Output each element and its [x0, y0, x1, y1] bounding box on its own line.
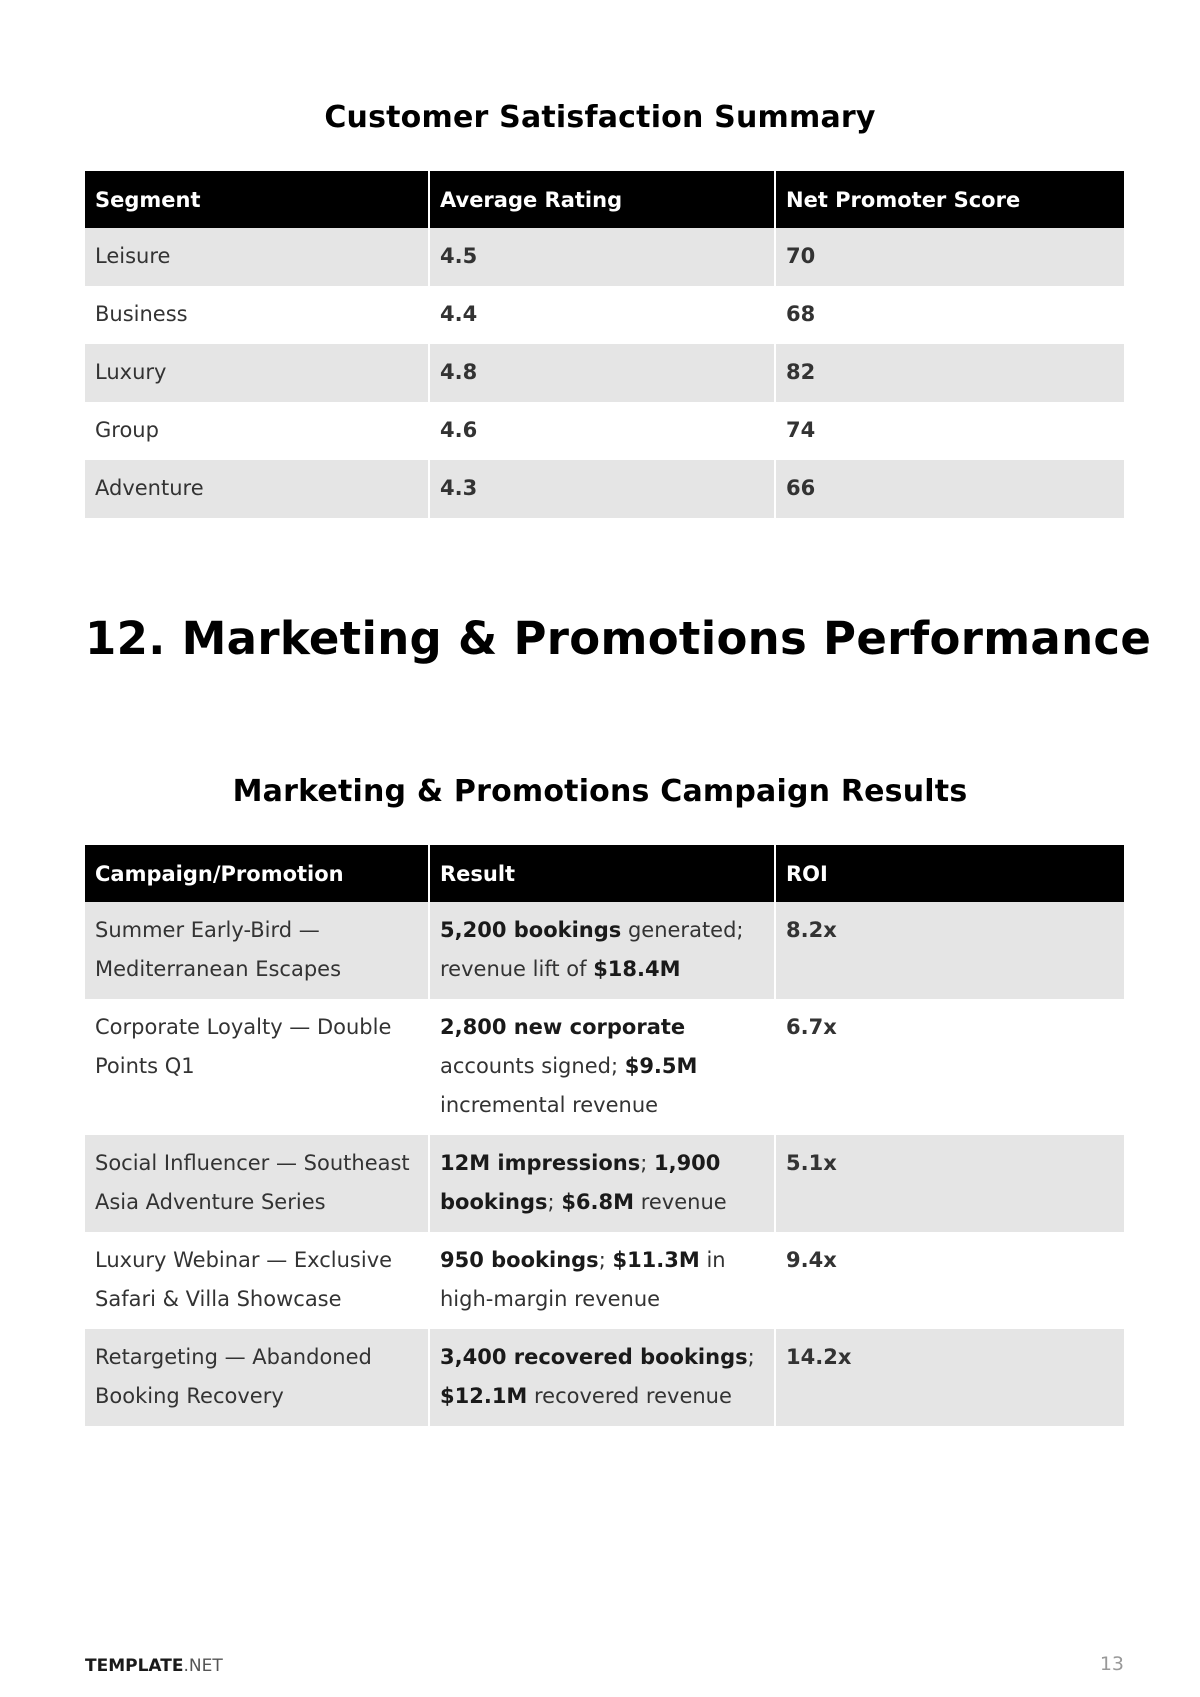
result-highlight: $9.5M [624, 1054, 698, 1078]
satisfaction-table-title: Customer Satisfaction Summary [324, 100, 876, 135]
result-text: generated; revenue lift of [440, 918, 744, 981]
table-row [85, 902, 1124, 999]
column-header-average-rating: Average Rating [430, 171, 776, 228]
table-row [85, 1329, 1124, 1426]
table-row [85, 999, 1124, 1135]
result-highlight: 950 bookings [440, 1248, 599, 1272]
brand-name: TEMPLATE [85, 1656, 184, 1676]
roi-cell: 6.7x [776, 999, 1124, 1135]
segment-cell: Luxury [85, 344, 430, 402]
nps-cell: 74 [776, 402, 1124, 460]
rating-cell: 4.4 [430, 286, 776, 344]
rating-cell: 4.8 [430, 344, 776, 402]
section-heading: 12. Marketing & Promotions Performance [85, 612, 1152, 665]
result-text: incremental revenue [440, 1093, 659, 1117]
campaigns-table [85, 845, 1124, 1426]
table-header-row [85, 171, 1124, 228]
rating-cell: 4.3 [430, 460, 776, 518]
table-row [85, 402, 1124, 460]
table-header-row [85, 845, 1124, 902]
result-highlight: 1,900 bookings [440, 1151, 721, 1214]
campaign-cell: Corporate Loyalty — Double Points Q1 [85, 999, 430, 1135]
segment-cell: Leisure [85, 228, 430, 286]
result-highlight: $6.8M [561, 1190, 635, 1214]
result-text: revenue [634, 1190, 727, 1214]
campaign-cell: Social Influencer — Southeast Asia Adventure Series [85, 1135, 430, 1232]
nps-cell: 66 [776, 460, 1124, 518]
column-header-net-promoter-score: Net Promoter Score [776, 171, 1124, 228]
segment-cell: Adventure [85, 460, 430, 518]
rating-cell: 4.5 [430, 228, 776, 286]
campaign-cell: Luxury Webinar — Exclusive Safari & Villa Showcase [85, 1232, 430, 1329]
result-highlight: 2,800 new corporate [440, 1015, 686, 1039]
table-row [85, 344, 1124, 402]
result-cell [430, 1329, 776, 1426]
roi-cell: 5.1x [776, 1135, 1124, 1232]
roi-cell: 14.2x [776, 1329, 1124, 1426]
result-cell [430, 1232, 776, 1329]
segment-cell: Group [85, 402, 430, 460]
nps-cell: 82 [776, 344, 1124, 402]
table-row [85, 286, 1124, 344]
result-text: ; [547, 1190, 562, 1214]
nps-cell: 70 [776, 228, 1124, 286]
table-row [85, 1232, 1124, 1329]
campaign-cell: Summer Early-Bird — Mediterranean Escapes [85, 902, 430, 999]
result-cell [430, 1135, 776, 1232]
result-highlight: $11.3M [612, 1248, 700, 1272]
satisfaction-table [85, 171, 1124, 518]
segment-cell: Business [85, 286, 430, 344]
page-number: 13 [1099, 1653, 1124, 1675]
roi-cell: 9.4x [776, 1232, 1124, 1329]
table-row [85, 460, 1124, 518]
brand-suffix: .NET [183, 1656, 223, 1676]
result-text: in high-margin revenue [440, 1248, 726, 1311]
roi-cell: 8.2x [776, 902, 1124, 999]
result-text: ; [640, 1151, 654, 1175]
column-header-campaign: Campaign/Promotion [85, 845, 430, 902]
result-highlight: $12.1M [440, 1384, 528, 1408]
column-header-roi: ROI [776, 845, 1124, 902]
rating-cell: 4.6 [430, 402, 776, 460]
table-row [85, 228, 1124, 286]
column-header-segment: Segment [85, 171, 430, 228]
table-row [85, 1135, 1124, 1232]
result-cell [430, 902, 776, 999]
result-highlight: 12M impressions [440, 1151, 641, 1175]
nps-cell: 68 [776, 286, 1124, 344]
result-highlight: 3,400 recovered bookings [440, 1345, 748, 1369]
campaigns-table-title: Marketing & Promotions Campaign Results [232, 774, 968, 809]
column-header-result: Result [430, 845, 776, 902]
campaign-cell: Retargeting — Abandoned Booking Recovery [85, 1329, 430, 1426]
result-text: ; [747, 1345, 755, 1369]
result-highlight: $18.4M [593, 957, 681, 981]
brand-logo [85, 1656, 223, 1676]
result-cell [430, 999, 776, 1135]
result-text: accounts signed; [440, 1054, 625, 1078]
result-highlight: 5,200 bookings [440, 918, 622, 942]
result-text: recovered revenue [527, 1384, 732, 1408]
result-text: ; [598, 1248, 613, 1272]
